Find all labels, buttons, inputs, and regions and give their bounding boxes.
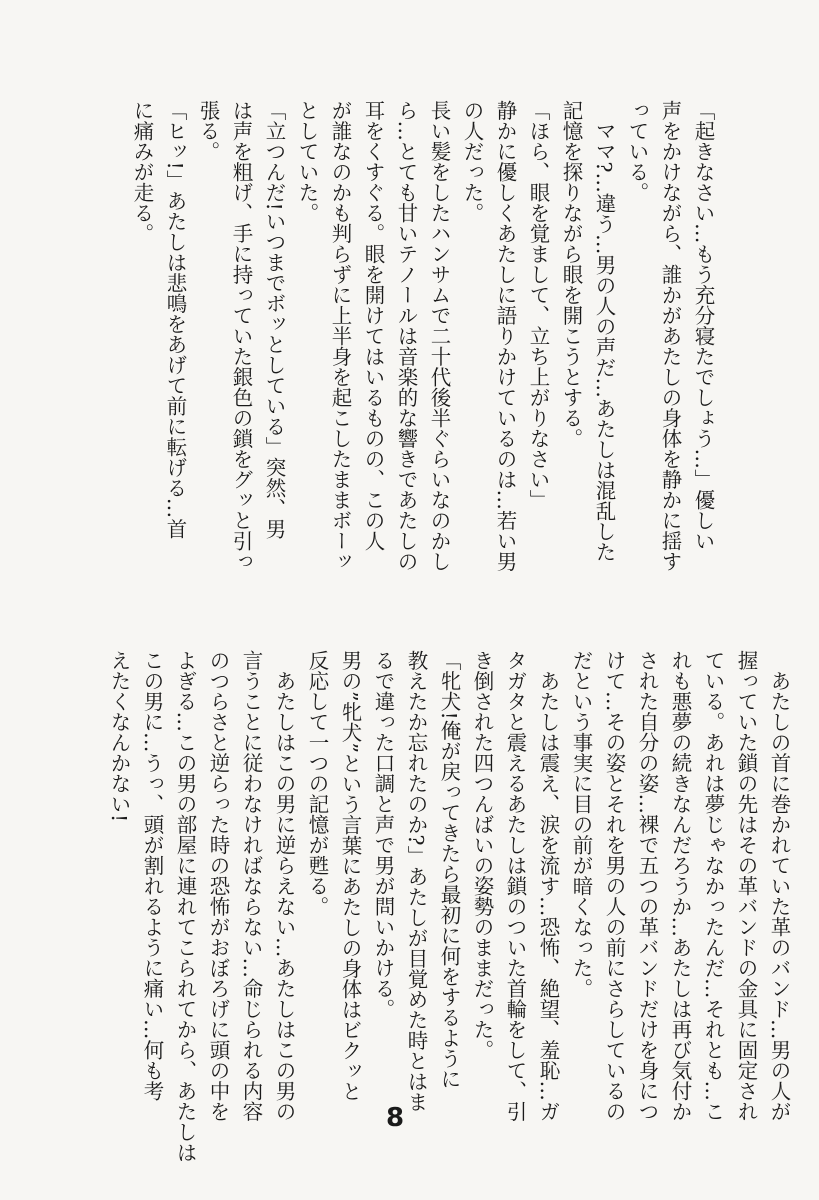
text-column: 「ほら、眼を覚まして、立ち上がりなさい」 (526, 100, 550, 510)
text-block-top (125, 100, 719, 570)
text-column: 記憶を探りながら眼を開こうとする。 (559, 100, 583, 449)
text-column: された自分の姿…裸で五つの革バンドだけを身につ (635, 650, 659, 1122)
text-column: タガタと震えるあたしは鎖のついた首輪をして、引 (503, 650, 527, 1122)
text-column: れも悪夢の続きなんだろうか…あたしは再び気付か (668, 650, 692, 1122)
text-column: っている。 (625, 100, 649, 203)
text-column: あたしはこの男に逆らえない…あたしはこの男の (272, 650, 296, 1122)
text-column: 「立つんだ!いつまでボッとしている」突然、男 (262, 100, 286, 539)
text-column: としていた。 (295, 100, 319, 223)
text-column: 教えたか忘れたのか?」あたしが目覚めた時とはま (404, 650, 428, 1112)
text-column: は声を粗げ、手に持っていた銀色の鎖をグッと引っ (229, 100, 253, 572)
text-column: ている。あれは夢じゃなかったんだ…それとも…こ (701, 650, 725, 1122)
text-column: るで違った口調と声で男が問いかける。 (371, 650, 395, 1019)
text-block-bottom (102, 650, 795, 1163)
text-column: 声をかけながら、誰かがあたしの身体を静かに揺す (658, 100, 682, 572)
text-column: 「起きなさい…もう充分寝たでしょう…」優しい (691, 100, 715, 551)
text-column: き倒された四つんばいの姿勢のままだった。 (470, 650, 494, 1060)
text-column: よぎる…この男の部屋に連れてこられてから、あたしは (173, 650, 197, 1163)
text-column: 「ヒッ!」あたしは悲鳴をあげて前に転げる…首 (163, 100, 187, 539)
text-column: 耳をくすぐる。眼を開けてはいるものの、この人 (361, 100, 385, 551)
text-column: この男に…うっ、頭が割れるように痛い…何も考 (140, 650, 164, 1101)
text-column: 長い髪をしたハンサムで二十代後半ぐらいなのかし (427, 100, 451, 572)
text-column: ら…とても甘いテノールは音楽的な響きであたしの (394, 100, 418, 572)
text-column: ママ?…違う…男の人の声だ…あたしは混乱した (592, 100, 616, 562)
text-column: 張る。 (196, 100, 220, 162)
text-column: あたしの首に巻かれていた革のバンド…男の人が (767, 650, 791, 1122)
text-column: に痛みが走る。 (130, 100, 154, 244)
text-column: だという事実に目の前が暗くなった。 (569, 650, 593, 999)
text-column: が誰なのかも判らずに上半身を起こしたままボーッ (328, 100, 352, 572)
text-column: 「牝犬!俺が戻ってきたら最初に何をするように (437, 650, 461, 1089)
text-column: のつらさと逆らった時の恐怖がおぼろげに頭の中を (206, 650, 230, 1122)
text-column: 反応して一つの記憶が甦る。 (305, 650, 329, 917)
text-column: の人だった。 (460, 100, 484, 223)
text-column: えたくなんかない! (107, 650, 131, 823)
text-column: 男の”牝犬”という言葉にあたしの身体はビクッと (338, 650, 362, 1102)
text-column: 握っていた鎖の先はその革バンドの金具に固定され (734, 650, 758, 1122)
text-column: 言うことに従わなければならない…命じられる内容 (239, 650, 263, 1122)
page-number: 8 (386, 1103, 405, 1133)
text-column: 静かに優しくあたしに語りかけているのは…若い男 (493, 100, 517, 572)
text-column: あたしは震え、涙を流す…恐怖、絶望、羞恥…ガ (536, 650, 560, 1122)
text-column: けて…その姿とそれを男の人の前にさらしているの (602, 650, 626, 1122)
